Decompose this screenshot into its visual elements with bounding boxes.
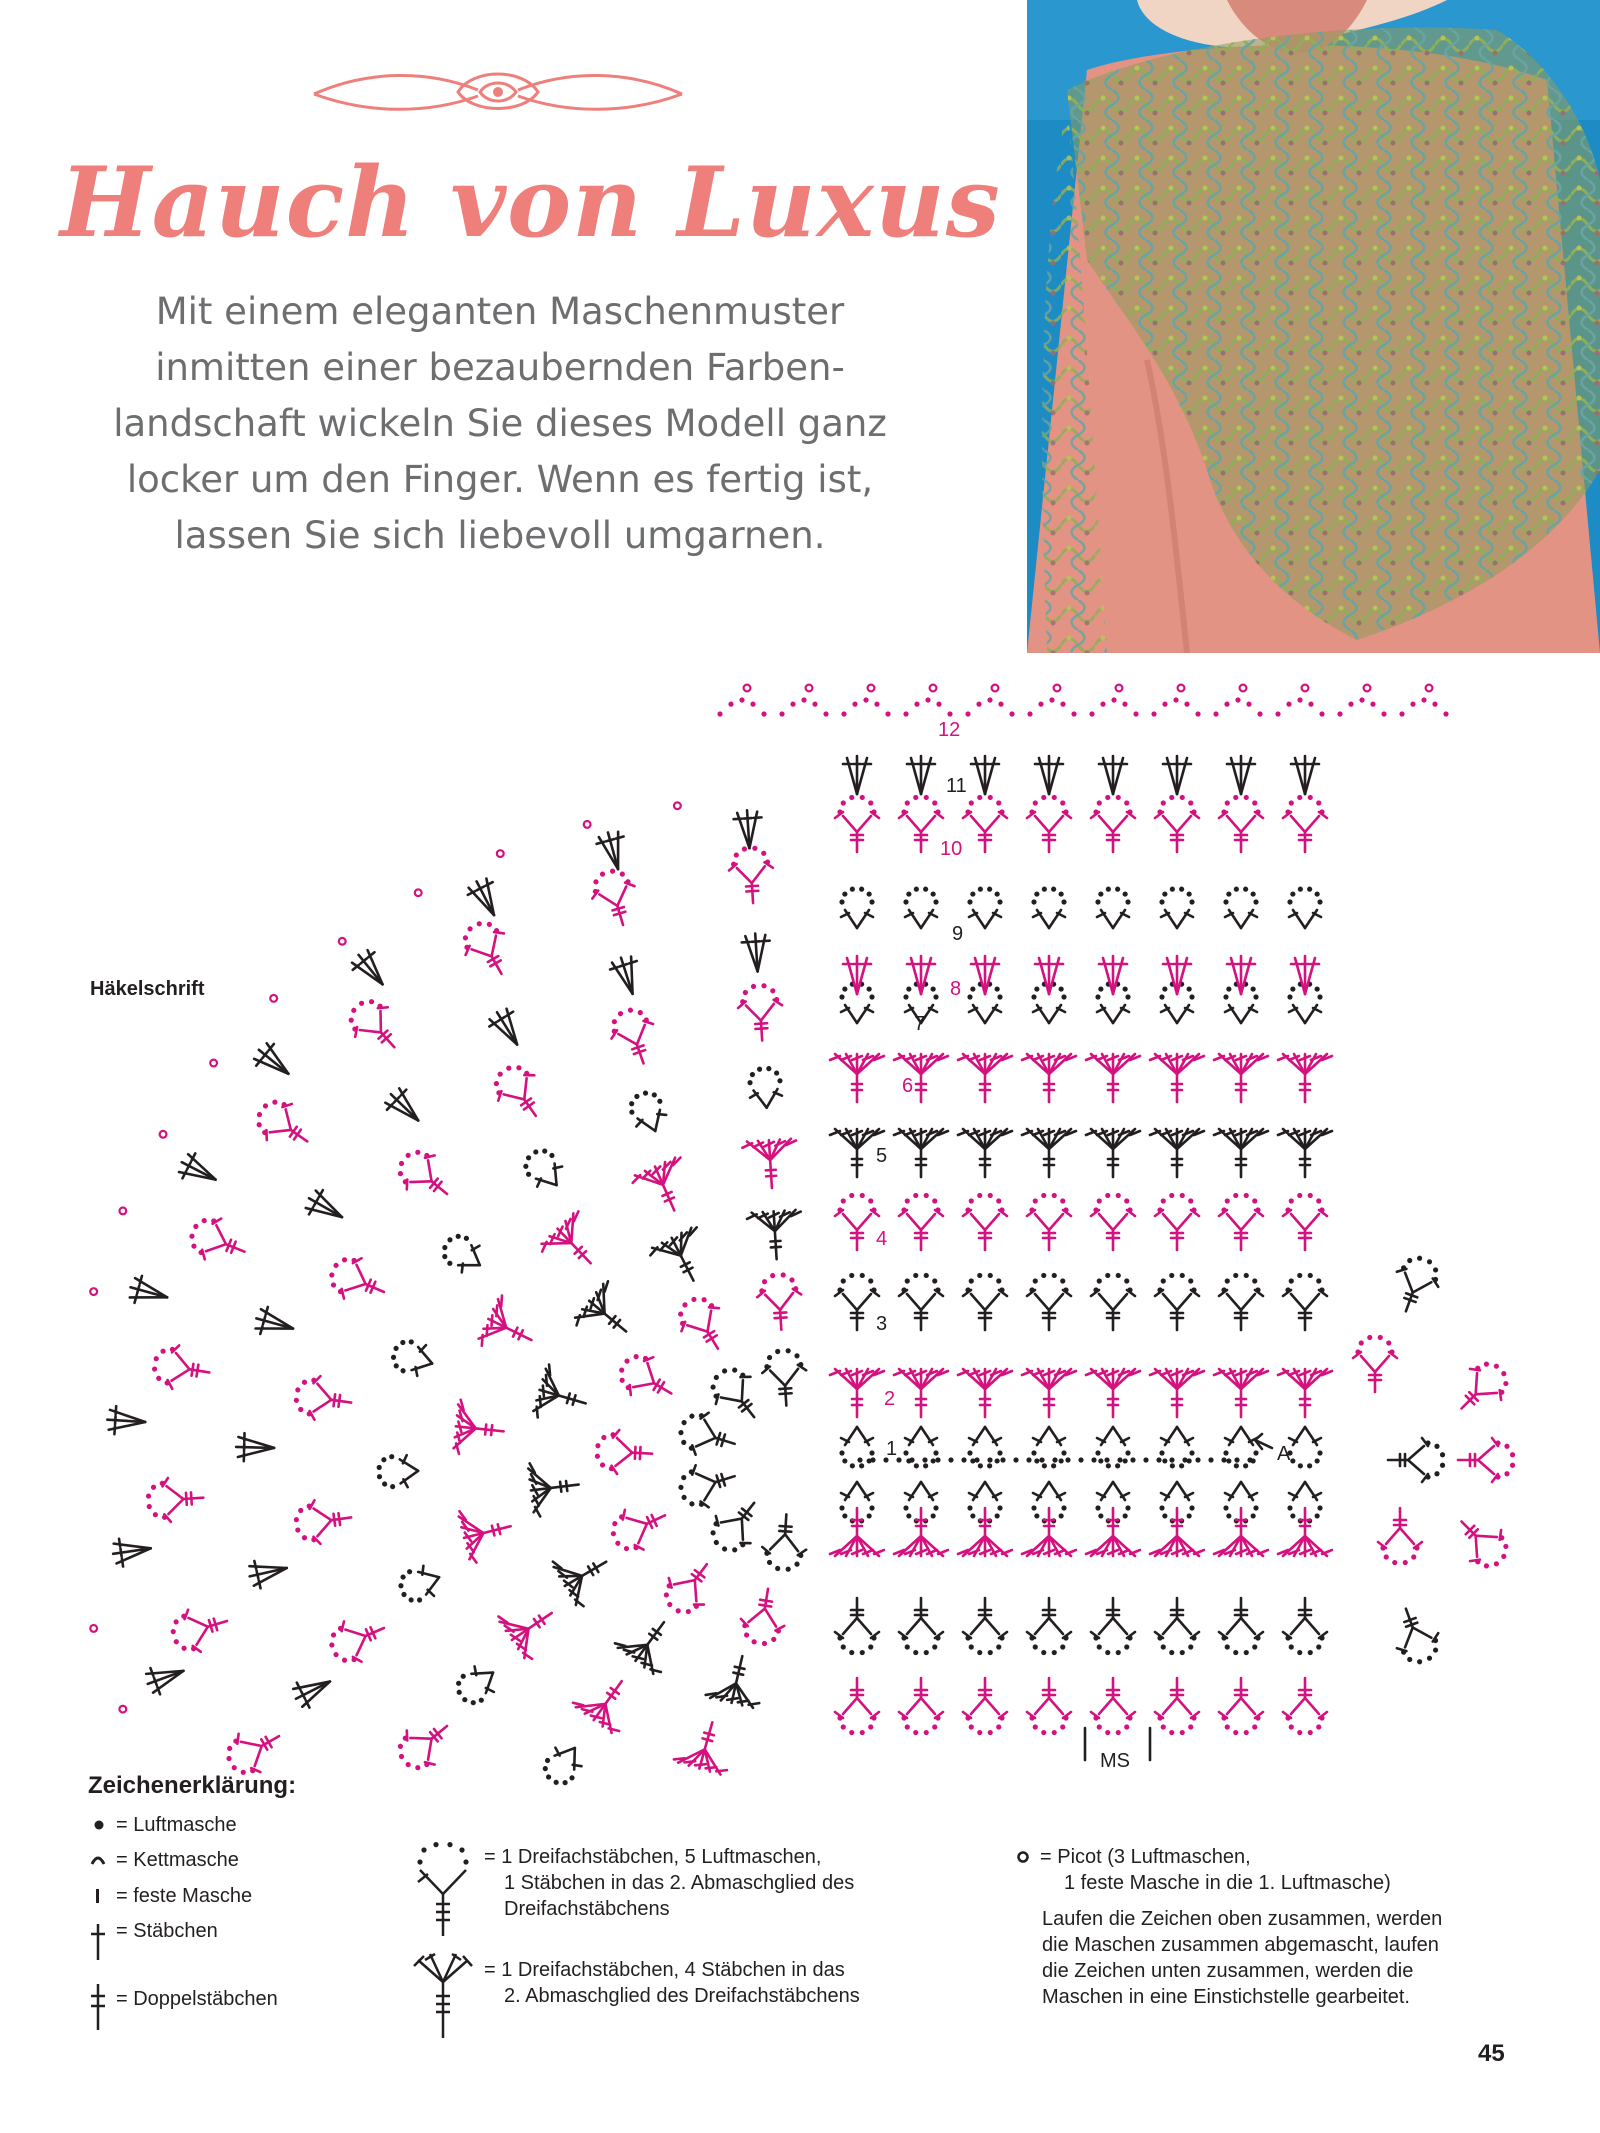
row-number: 9 bbox=[952, 923, 964, 945]
v-stitch-symbol bbox=[624, 1086, 672, 1137]
y-stitch-symbol bbox=[454, 913, 520, 984]
fan-stitch-symbol bbox=[894, 1508, 948, 1556]
chart-heading: Häkelschrift bbox=[90, 978, 205, 1000]
fan-stitch-symbol bbox=[1086, 1129, 1140, 1177]
fan-stitch-symbol bbox=[894, 1129, 948, 1177]
page-number: 45 bbox=[1478, 2040, 1505, 2067]
cluster-stitch-symbol bbox=[111, 1534, 153, 1567]
v-stitch-symbol bbox=[1287, 1427, 1322, 1468]
y-stitch-symbol bbox=[1091, 1193, 1135, 1250]
fan-stitch-symbol bbox=[1150, 1129, 1204, 1177]
picot-symbol bbox=[584, 821, 591, 828]
fan-stitch-symbol bbox=[894, 1369, 948, 1417]
picot-symbol bbox=[90, 1625, 97, 1632]
fan-stitch-symbol bbox=[1022, 1508, 1076, 1556]
cluster-stitch-symbol bbox=[741, 933, 771, 973]
y-stitch-symbol bbox=[761, 1347, 809, 1407]
v-stitch-symbol bbox=[839, 887, 874, 928]
cluster-stitch-symbol bbox=[1035, 756, 1063, 794]
picot-icon bbox=[1016, 1850, 1030, 1864]
picot-symbol bbox=[497, 850, 504, 857]
y-stitch-symbol bbox=[1027, 1193, 1071, 1250]
intro-line: lassen Sie sich liebevoll umgarnen. bbox=[174, 514, 826, 557]
double-crochet-icon bbox=[88, 1922, 108, 1962]
legend-line: 1 Stäbchen in das 2. Abmaschglied des bbox=[504, 1872, 855, 1894]
cluster-stitch-symbol bbox=[247, 1554, 290, 1590]
y-stitch-symbol bbox=[899, 1193, 943, 1250]
y-stitch-symbol bbox=[166, 1600, 233, 1659]
y-stitch-symbol bbox=[1378, 1508, 1422, 1565]
y-stitch-symbol bbox=[702, 1489, 772, 1561]
cluster-stitch-symbol bbox=[302, 1186, 349, 1229]
fan-stitch-symbol bbox=[958, 1129, 1012, 1177]
y-stitch-symbol bbox=[292, 1496, 355, 1547]
picot-symbol bbox=[1054, 685, 1061, 692]
y-stitch-symbol bbox=[1219, 1273, 1263, 1330]
picot-symbol bbox=[1426, 685, 1433, 692]
row-number: 4 bbox=[876, 1228, 888, 1250]
fan-stitch-symbol bbox=[648, 1226, 718, 1293]
y-stitch-symbol bbox=[485, 1056, 554, 1128]
fan-stitch-symbol bbox=[705, 1650, 768, 1709]
y-stitch-symbol bbox=[1385, 1250, 1446, 1319]
page-title: Hauch von Luxus bbox=[60, 146, 1001, 259]
cluster-stitch-symbol bbox=[348, 946, 394, 993]
shawl-photo bbox=[1027, 0, 1600, 653]
fan-stitch-symbol bbox=[673, 1715, 738, 1776]
y-stitch-symbol bbox=[899, 1273, 943, 1330]
y-stitch-symbol bbox=[963, 795, 1007, 852]
picot-symbol bbox=[806, 685, 813, 692]
intro-text bbox=[80, 284, 920, 564]
y-stitch-symbol bbox=[323, 1608, 393, 1671]
y-stitch-symbol bbox=[1219, 795, 1263, 852]
cluster-stitch-symbol bbox=[594, 829, 631, 873]
y-stitch-symbol bbox=[340, 990, 411, 1062]
legend-line: 2. Abmaschglied des Dreifachstäbchens bbox=[504, 1985, 860, 2007]
y-stitch-symbol bbox=[737, 1585, 790, 1648]
row-number: 1 bbox=[886, 1438, 898, 1460]
fan-stitch-symbol bbox=[1086, 1054, 1140, 1102]
y-stitch-symbol bbox=[835, 1678, 879, 1735]
y-stitch-symbol bbox=[674, 1406, 742, 1465]
row-number: 8 bbox=[950, 978, 962, 1000]
foundation-chain bbox=[857, 1457, 1252, 1462]
v-stitch-symbol bbox=[388, 1335, 437, 1380]
legend-line: die Zeichen unten zusammen, werden die bbox=[1042, 1960, 1414, 1982]
y-stitch-symbol bbox=[1388, 1438, 1445, 1482]
v-stitch-symbol bbox=[839, 1427, 874, 1468]
title-ornament bbox=[308, 62, 688, 124]
legend-line: 1 feste Masche in die 1. Luftmasche) bbox=[1064, 1872, 1391, 1894]
v-stitch-symbol bbox=[1095, 1427, 1130, 1468]
y-stitch-symbol bbox=[1027, 1678, 1071, 1735]
y-stitch-symbol bbox=[389, 1709, 461, 1779]
cluster-stitch-symbol bbox=[485, 1005, 529, 1052]
fan-stitch-symbol bbox=[1150, 1369, 1204, 1417]
y-stitch-symbol bbox=[1155, 1678, 1199, 1735]
picot-symbol bbox=[119, 1706, 126, 1713]
v-stitch-symbol bbox=[517, 1142, 570, 1196]
y-stitch-symbol bbox=[1091, 795, 1135, 852]
picot-symbol bbox=[415, 889, 422, 896]
y-stitch-symbol bbox=[1155, 1193, 1199, 1250]
cluster-stitch-symbol bbox=[143, 1658, 188, 1697]
y-stitch-symbol bbox=[835, 1273, 879, 1330]
fan-stitch-symbol bbox=[1214, 1369, 1268, 1417]
cluster-stitch-symbol bbox=[250, 1039, 297, 1085]
y-stitch-symbol bbox=[1458, 1438, 1515, 1482]
y-stitch-symbol bbox=[1385, 1601, 1446, 1670]
legend-line: Maschen in eine Einstichstelle gearbeitet. bbox=[1042, 1986, 1410, 2008]
y-stitch-symbol bbox=[1091, 1273, 1135, 1330]
y-stitch-symbol bbox=[728, 845, 776, 905]
v-stitch-symbol bbox=[1159, 887, 1194, 928]
legend-dreifach-b bbox=[484, 1957, 860, 2009]
y-stitch-symbol bbox=[899, 1598, 943, 1655]
fan-stitch-symbol bbox=[538, 1210, 610, 1282]
y-stitch-symbol bbox=[1283, 1193, 1327, 1250]
intro-line: inmitten einer bezaubernden Farben- bbox=[155, 346, 845, 389]
v-stitch-symbol bbox=[394, 1561, 445, 1608]
y-stitch-symbol bbox=[655, 1551, 725, 1623]
y-stitch-symbol bbox=[323, 1249, 393, 1312]
cluster-stitch-symbol bbox=[907, 756, 935, 794]
fan-stitch-symbol bbox=[1278, 1129, 1332, 1177]
fan-stitch-symbol bbox=[958, 1054, 1012, 1102]
v-stitch-symbol bbox=[967, 887, 1002, 928]
row-number: 11 bbox=[946, 775, 967, 797]
cluster-stitch-symbol bbox=[1227, 756, 1255, 794]
picot-symbol bbox=[210, 1060, 217, 1067]
fan-stitch-symbol bbox=[747, 1210, 804, 1261]
y-stitch-symbol bbox=[669, 1288, 736, 1360]
picot-symbol bbox=[270, 995, 277, 1002]
y-stitch-symbol bbox=[756, 1271, 804, 1331]
fan-stitch-symbol bbox=[453, 1399, 506, 1458]
fan-stitch-symbol bbox=[1150, 1508, 1204, 1556]
cluster-stitch-symbol bbox=[127, 1274, 171, 1311]
chain-stitch-icon bbox=[92, 1818, 106, 1832]
cluster-stitch-symbol bbox=[733, 809, 763, 849]
legend-feste-masche: = feste Masche bbox=[116, 1885, 253, 1907]
y-stitch-symbol bbox=[835, 1193, 879, 1250]
picot-symbol bbox=[868, 685, 875, 692]
y-stitch-symbol bbox=[183, 1210, 252, 1272]
y-stitch-symbol bbox=[149, 1342, 212, 1394]
y-stitch-symbol bbox=[1353, 1335, 1397, 1392]
slip-stitch-icon bbox=[90, 1852, 106, 1866]
cluster-stitch-symbol bbox=[1291, 756, 1319, 794]
cluster-stitch-symbol bbox=[608, 953, 646, 998]
picot-symbol bbox=[1116, 685, 1123, 692]
row-number: 5 bbox=[876, 1145, 888, 1167]
triple-treble-chain-group-icon bbox=[412, 1842, 476, 1942]
y-stitch-symbol bbox=[1446, 1353, 1518, 1425]
y-stitch-symbol bbox=[248, 1091, 320, 1160]
y-stitch-symbol bbox=[145, 1476, 205, 1524]
fan-stitch-symbol bbox=[1022, 1129, 1076, 1177]
fan-stitch-symbol bbox=[532, 1364, 593, 1429]
row-number: 2 bbox=[884, 1388, 896, 1410]
legend-doppelstaebchen: = Doppelstäbchen bbox=[116, 1988, 278, 2010]
row-number: 6 bbox=[902, 1075, 914, 1097]
top-picot-edge bbox=[717, 697, 1448, 716]
cluster-stitch-symbol bbox=[381, 1084, 428, 1131]
v-stitch-symbol bbox=[449, 1659, 503, 1712]
y-stitch-symbol bbox=[835, 795, 879, 852]
y-stitch-symbol bbox=[737, 982, 785, 1042]
fan-stitch-symbol bbox=[476, 1295, 543, 1365]
v-stitch-symbol bbox=[967, 1427, 1002, 1468]
y-stitch-symbol bbox=[1219, 1193, 1263, 1250]
y-stitch-symbol bbox=[1219, 1598, 1263, 1655]
cluster-stitch-symbol bbox=[843, 756, 871, 794]
y-stitch-symbol bbox=[1219, 1678, 1263, 1735]
intro-line: landschaft wickeln Sie dieses Modell ganz bbox=[113, 402, 887, 445]
crochet-chart bbox=[0, 660, 1600, 1790]
cluster-stitch-symbol bbox=[971, 756, 999, 794]
fan-stitch-symbol bbox=[830, 1369, 884, 1417]
y-stitch-symbol bbox=[1155, 1273, 1199, 1330]
repeat-label: MS bbox=[1100, 1750, 1130, 1772]
legend-staebchen: = Stäbchen bbox=[116, 1920, 218, 1942]
intro-line: locker um den Finger. Wenn es fertig ist, bbox=[126, 458, 874, 501]
cluster-stitch-symbol bbox=[1163, 756, 1191, 794]
fan-stitch-symbol bbox=[958, 1508, 1012, 1556]
y-stitch-symbol bbox=[963, 1678, 1007, 1735]
y-stitch-symbol bbox=[389, 1141, 461, 1211]
row-number: 12 bbox=[938, 719, 961, 741]
cluster-stitch-symbol bbox=[1099, 756, 1127, 794]
v-stitch-symbol bbox=[746, 1065, 784, 1109]
y-stitch-symbol bbox=[963, 1193, 1007, 1250]
treble-crochet-icon bbox=[88, 1982, 108, 2032]
y-stitch-symbol bbox=[586, 864, 644, 931]
fan-stitch-symbol bbox=[528, 1458, 582, 1517]
legend-line: = 1 Dreifachstäbchen, 5 Luftmaschen, bbox=[484, 1846, 822, 1868]
y-stitch-symbol bbox=[1091, 1678, 1135, 1735]
y-stitch-symbol bbox=[604, 1495, 674, 1559]
fan-stitch-symbol bbox=[1278, 1369, 1332, 1417]
y-stitch-symbol bbox=[899, 1678, 943, 1735]
y-stitch-symbol bbox=[835, 1598, 879, 1655]
picot-symbol bbox=[119, 1207, 126, 1214]
fan-stitch-symbol bbox=[497, 1591, 567, 1663]
cluster-stitch-symbol bbox=[106, 1406, 146, 1436]
single-crochet-icon bbox=[94, 1887, 102, 1905]
picot-symbol bbox=[744, 685, 751, 692]
fan-stitch-symbol bbox=[1278, 1508, 1332, 1556]
triple-treble-fan-icon bbox=[412, 1952, 476, 2042]
fan-stitch-symbol bbox=[1150, 1054, 1204, 1102]
v-stitch-symbol bbox=[1031, 1427, 1066, 1468]
cluster-stitch-symbol bbox=[236, 1433, 275, 1462]
y-stitch-symbol bbox=[1283, 1273, 1327, 1330]
legend-dreifach-a bbox=[484, 1844, 854, 1922]
row-number: 3 bbox=[876, 1313, 888, 1335]
fan-stitch-symbol bbox=[572, 1665, 644, 1736]
picot-symbol bbox=[1364, 685, 1371, 692]
legend-luftmasche: = Luftmasche bbox=[116, 1814, 237, 1836]
picot-symbol bbox=[930, 685, 937, 692]
fan-stitch-symbol bbox=[1086, 1369, 1140, 1417]
picot-symbol bbox=[992, 685, 999, 692]
fan-stitch-symbol bbox=[1278, 1054, 1332, 1102]
legend-kettmasche: = Kettmasche bbox=[116, 1849, 239, 1871]
y-stitch-symbol bbox=[761, 1513, 809, 1573]
y-stitch-symbol bbox=[899, 795, 943, 852]
fan-stitch-symbol bbox=[1022, 1369, 1076, 1417]
legend-line: Dreifachstäbchens bbox=[504, 1898, 670, 1920]
legend-line: die Maschen zusammen abgemascht, laufen bbox=[1042, 1934, 1439, 1956]
fan-stitch-symbol bbox=[572, 1280, 643, 1352]
v-stitch-symbol bbox=[903, 1427, 938, 1468]
picot-symbol bbox=[339, 938, 346, 945]
legend-line: = 1 Dreifachstäbchen, 4 Stäbchen in das bbox=[484, 1959, 845, 1981]
picot-symbol bbox=[1240, 685, 1247, 692]
legend-line: = Picot (3 Luftmaschen, bbox=[1040, 1846, 1251, 1868]
y-stitch-symbol bbox=[1027, 1598, 1071, 1655]
cluster-stitch-symbol bbox=[175, 1150, 222, 1192]
fan-stitch-symbol bbox=[551, 1538, 620, 1609]
y-stitch-symbol bbox=[963, 1598, 1007, 1655]
y-stitch-symbol bbox=[1283, 1678, 1327, 1735]
fan-stitch-symbol bbox=[630, 1156, 699, 1222]
cluster-stitch-symbol bbox=[464, 875, 506, 922]
fan-stitch-symbol bbox=[830, 1508, 884, 1556]
fan-stitch-symbol bbox=[742, 1138, 799, 1189]
v-stitch-symbol bbox=[903, 887, 938, 928]
y-stitch-symbol bbox=[594, 1429, 653, 1476]
legend-picot bbox=[1040, 1844, 1391, 1896]
fan-stitch-symbol bbox=[1214, 1054, 1268, 1102]
legend-title: Zeichenerklärung: bbox=[88, 1772, 297, 1799]
v-stitch-symbol bbox=[1223, 1427, 1258, 1468]
fan-stitch-symbol bbox=[1022, 1054, 1076, 1102]
cluster-stitch-symbol bbox=[290, 1669, 337, 1711]
v-stitch-symbol bbox=[1287, 887, 1322, 928]
y-stitch-symbol bbox=[1446, 1506, 1518, 1578]
v-stitch-symbol bbox=[436, 1228, 490, 1280]
y-stitch-symbol bbox=[611, 1345, 683, 1412]
y-stitch-symbol bbox=[674, 1455, 742, 1514]
row-number: 7 bbox=[914, 1013, 926, 1035]
picot-symbol bbox=[674, 802, 681, 809]
y-stitch-symbol bbox=[1155, 1598, 1199, 1655]
v-stitch-symbol bbox=[1223, 887, 1258, 928]
start-arrow bbox=[1255, 1434, 1272, 1449]
picot-symbol bbox=[1178, 685, 1185, 692]
fan-stitch-symbol bbox=[458, 1500, 518, 1564]
cluster-stitch-symbol bbox=[253, 1305, 297, 1342]
y-stitch-symbol bbox=[963, 1273, 1007, 1330]
legend-line: Laufen die Zeichen oben zusammen, werden bbox=[1042, 1908, 1443, 1930]
y-stitch-symbol bbox=[1091, 1598, 1135, 1655]
fan-stitch-symbol bbox=[1086, 1508, 1140, 1556]
picot-symbol bbox=[1302, 685, 1309, 692]
legend-note bbox=[1042, 1906, 1442, 2010]
y-stitch-symbol bbox=[1027, 1273, 1071, 1330]
fan-stitch-symbol bbox=[1214, 1508, 1268, 1556]
fan-stitch-symbol bbox=[614, 1606, 686, 1677]
intro-line: Mit einem eleganten Maschenmuster bbox=[155, 290, 845, 333]
fan-stitch-symbol bbox=[958, 1369, 1012, 1417]
y-stitch-symbol bbox=[1155, 795, 1199, 852]
row-number: 10 bbox=[940, 838, 963, 860]
start-marker: A bbox=[1277, 1443, 1291, 1465]
fan-stitch-symbol bbox=[830, 1054, 884, 1102]
y-stitch-symbol bbox=[1283, 1598, 1327, 1655]
v-stitch-symbol bbox=[1095, 887, 1130, 928]
y-stitch-symbol bbox=[1283, 795, 1327, 852]
y-stitch-symbol bbox=[604, 1002, 664, 1070]
fan-stitch-symbol bbox=[1214, 1129, 1268, 1177]
y-stitch-symbol bbox=[1027, 795, 1071, 852]
v-stitch-symbol bbox=[1159, 1427, 1194, 1468]
picot-symbol bbox=[90, 1288, 97, 1295]
y-stitch-symbol bbox=[292, 1373, 355, 1424]
v-stitch-symbol bbox=[537, 1738, 590, 1790]
v-stitch-symbol bbox=[376, 1453, 419, 1489]
picot-symbol bbox=[160, 1131, 167, 1138]
y-stitch-symbol bbox=[702, 1359, 772, 1431]
v-stitch-symbol bbox=[1031, 887, 1066, 928]
